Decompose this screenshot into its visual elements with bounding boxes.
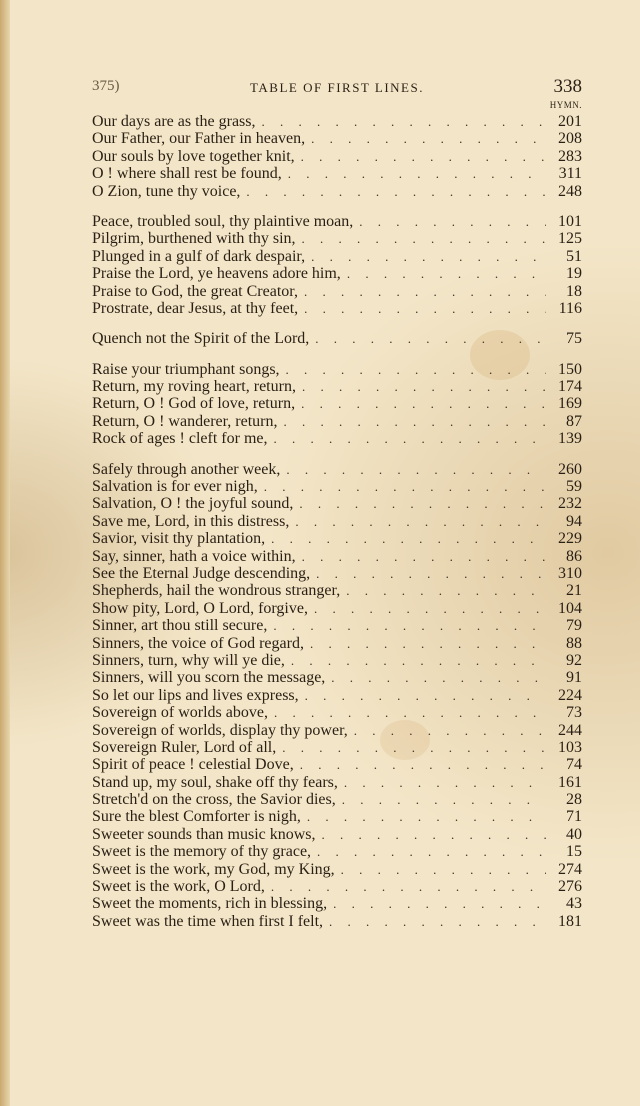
first-line-text: Show pity, Lord, O Lord, forgive,	[92, 599, 308, 617]
index-entry	[92, 669, 582, 686]
leader-dots	[304, 300, 546, 317]
hymn-number: 104	[558, 599, 582, 617]
index-entry	[92, 395, 582, 412]
first-line-text: Return, O ! wanderer, return,	[92, 412, 278, 430]
leader-dots	[301, 395, 546, 412]
first-line-text: Sweeter sounds than music knows,	[92, 825, 316, 843]
leader-dots	[286, 461, 546, 478]
leader-dots	[354, 722, 546, 739]
hymn-number: 15	[566, 843, 582, 861]
hymn-number: 276	[558, 878, 582, 896]
hymn-number: 79	[566, 617, 582, 635]
index-entry	[92, 565, 582, 582]
index-entry	[92, 652, 582, 669]
first-line-text: Sinner, art thou still secure,	[92, 617, 268, 635]
hymn-number: 174	[558, 378, 582, 396]
first-line-text: Sweet is the work, O Lord,	[92, 878, 265, 896]
leader-dots	[301, 148, 546, 165]
first-line-text: Sweet is the memory of thy grace,	[92, 843, 312, 861]
hymn-number: 101	[558, 212, 582, 230]
hymn-column-label: HYMN.	[549, 100, 582, 110]
first-line-text: Sinners, the voice of God regard,	[92, 634, 304, 652]
index-entry	[92, 548, 582, 565]
index-entry	[92, 478, 582, 495]
first-line-text: Sovereign of worlds above,	[92, 704, 268, 722]
leader-dots	[346, 582, 546, 599]
hymn-number: 91	[566, 669, 582, 687]
first-line-text: Sweet was the time when first I felt,	[92, 912, 324, 930]
first-line-text: Save me, Lord, in this distress,	[92, 512, 290, 530]
index-entry	[92, 361, 582, 378]
leader-dots	[274, 704, 546, 721]
first-line-text: Stretch'd on the cross, the Savior dies,	[92, 791, 336, 809]
index-entry	[92, 582, 582, 599]
hymn-number: 19	[566, 265, 582, 283]
index-entry	[92, 148, 582, 165]
hymn-number: 75	[566, 330, 582, 348]
hymn-number: 116	[558, 299, 582, 317]
index-entry	[92, 283, 582, 300]
first-line-text: So let our lips and lives express,	[92, 686, 299, 704]
leader-dots	[295, 513, 546, 530]
first-line-text: O Zion, tune thy voice,	[92, 182, 241, 200]
leader-dots	[299, 495, 546, 512]
index-entry	[92, 248, 582, 265]
index-entry	[92, 495, 582, 512]
index-entry	[92, 165, 582, 182]
first-line-text: O ! where shall rest be found,	[92, 165, 282, 183]
leader-dots	[246, 183, 546, 200]
hymn-number: 74	[566, 756, 582, 774]
index-entry	[92, 113, 582, 130]
index-entry	[92, 461, 582, 478]
first-line-text: Quench not the Spirit of the Lord,	[92, 330, 310, 348]
first-line-text: Our souls by love together knit,	[92, 147, 295, 165]
hymn-number: 40	[566, 825, 582, 843]
leader-dots	[273, 617, 546, 634]
leader-dots	[305, 687, 546, 704]
first-line-text: Sovereign of worlds, display thy power,	[92, 721, 348, 739]
index-entry	[92, 300, 582, 317]
letter-section	[92, 113, 582, 200]
index-entry	[92, 861, 582, 878]
index-entry	[92, 635, 582, 652]
hymn-number: 59	[566, 478, 582, 496]
first-line-text: Sinners, will you scorn the message,	[92, 669, 326, 687]
first-line-text: Sovereign Ruler, Lord of all,	[92, 738, 277, 756]
first-line-text: Stand up, my soul, shake off thy fears,	[92, 773, 338, 791]
hymn-number: 21	[566, 582, 582, 600]
index-entry	[92, 183, 582, 200]
page-title: TABLE OF FIRST LINES.	[250, 80, 424, 95]
index-entry	[92, 739, 582, 756]
hymn-number: 201	[558, 113, 582, 130]
index-entry	[92, 530, 582, 547]
first-lines-list	[92, 113, 582, 943]
index-entry	[92, 913, 582, 930]
first-line-text: Salvation, O ! the joyful sound,	[92, 495, 294, 513]
leader-dots	[262, 113, 547, 130]
first-line-text: Raise your triumphant songs,	[92, 360, 280, 378]
right-page-number: 338	[553, 76, 582, 97]
first-line-text: Safely through another week,	[92, 460, 281, 478]
leader-dots	[264, 478, 546, 495]
index-entry	[92, 843, 582, 860]
leader-dots	[315, 330, 546, 347]
leader-dots	[329, 913, 546, 930]
leader-dots	[314, 600, 546, 617]
index-entry	[92, 513, 582, 530]
hymn-number: 94	[566, 512, 582, 530]
hymn-number: 224	[558, 686, 582, 704]
hymn-number: 169	[558, 395, 582, 413]
index-entry	[92, 704, 582, 721]
hymn-number: 86	[566, 547, 582, 565]
first-line-text: Return, my roving heart, return,	[92, 378, 296, 396]
index-entry	[92, 230, 582, 247]
leader-dots	[307, 808, 546, 825]
hymn-number: 260	[558, 460, 582, 478]
hymn-number: 274	[558, 860, 582, 878]
index-entry	[92, 378, 582, 395]
first-line-text: Pilgrim, burthened with thy sin,	[92, 230, 296, 248]
index-entry	[92, 265, 582, 282]
index-entry	[92, 430, 582, 447]
leader-dots	[311, 248, 546, 265]
leader-dots	[311, 130, 546, 147]
index-entry	[92, 213, 582, 230]
leader-dots	[302, 548, 546, 565]
letter-section	[92, 361, 582, 448]
hymn-number: 92	[566, 651, 582, 669]
first-line-text: Praise the Lord, ye heavens adore him,	[92, 265, 341, 283]
hymn-number: 150	[558, 360, 582, 378]
hymn-number: 28	[566, 791, 582, 809]
hymn-number: 125	[558, 230, 582, 248]
leader-dots	[322, 826, 546, 843]
first-line-text: Shepherds, hail the wondrous stranger,	[92, 582, 341, 600]
leader-dots	[302, 230, 546, 247]
leader-dots	[302, 378, 546, 395]
index-entry	[92, 826, 582, 843]
index-entry	[92, 895, 582, 912]
index-entry	[92, 774, 582, 791]
index-entry	[92, 617, 582, 634]
leader-dots	[291, 652, 546, 669]
index-entry	[92, 130, 582, 147]
first-line-text: Salvation is for ever nigh,	[92, 478, 258, 496]
first-line-text: Spirit of peace ! celestial Dove,	[92, 756, 294, 774]
hymn-number: 73	[566, 704, 582, 722]
index-entry	[92, 791, 582, 808]
hymn-number: 208	[558, 130, 582, 148]
hymn-number: 87	[566, 412, 582, 430]
first-line-text: Prostrate, dear Jesus, at thy feet,	[92, 299, 299, 317]
first-line-text: See the Eternal Judge descending,	[92, 564, 311, 582]
leader-dots	[344, 774, 546, 791]
first-line-text: Plunged in a gulf of dark despair,	[92, 247, 306, 265]
book-spine-shadow	[0, 0, 10, 1106]
hymn-number: 181	[558, 912, 582, 930]
leader-dots	[316, 565, 546, 582]
first-line-text: Sweet the moments, rich in blessing,	[92, 895, 328, 913]
hymn-number: 310	[558, 564, 582, 582]
hymn-number: 71	[566, 808, 582, 826]
leader-dots	[342, 791, 546, 808]
leader-dots	[331, 669, 546, 686]
leader-dots	[359, 213, 546, 230]
index-entry	[92, 600, 582, 617]
index-entry	[92, 722, 582, 739]
hymn-number: 88	[566, 634, 582, 652]
first-line-text: Savior, visit thy plantation,	[92, 530, 266, 548]
hymn-number: 18	[566, 282, 582, 300]
leader-dots	[282, 739, 546, 756]
hymn-number: 311	[558, 165, 582, 183]
leader-dots	[288, 165, 546, 182]
hymn-number: 232	[558, 495, 582, 513]
leader-dots	[284, 413, 546, 430]
hymn-number: 248	[558, 182, 582, 200]
hymn-number: 161	[558, 773, 582, 791]
leader-dots	[300, 756, 546, 773]
leader-dots	[271, 530, 546, 547]
index-entry	[92, 687, 582, 704]
first-line-text: Peace, troubled soul, thy plaintive moan,	[92, 212, 354, 230]
hymn-number: 43	[566, 895, 582, 913]
first-line-text: Say, sinner, hath a voice within,	[92, 547, 296, 565]
index-entry	[92, 756, 582, 773]
first-line-text: Sinners, turn, why will ye die,	[92, 651, 285, 669]
leader-dots	[333, 895, 546, 912]
first-line-text: Our Father, our Father in heaven,	[92, 130, 306, 148]
page-header	[92, 76, 582, 100]
hymn-number: 229	[558, 530, 582, 548]
left-page-number: 375)	[92, 78, 120, 94]
leader-dots	[347, 265, 546, 282]
leader-dots	[271, 878, 546, 895]
first-line-text: Sweet is the work, my God, my King,	[92, 860, 335, 878]
leader-dots	[310, 635, 546, 652]
leader-dots	[304, 283, 546, 300]
index-entry	[92, 808, 582, 825]
letter-section	[92, 213, 582, 317]
first-line-text: Our days are as the grass,	[92, 113, 256, 130]
hymn-number: 103	[558, 738, 582, 756]
index-entry	[92, 413, 582, 430]
letter-section	[92, 461, 582, 931]
first-line-text: Rock of ages ! cleft for me,	[92, 430, 268, 448]
first-line-text: Return, O ! God of love, return,	[92, 395, 296, 413]
letter-section	[92, 330, 582, 347]
hymn-number: 283	[558, 147, 582, 165]
index-entry	[92, 330, 582, 347]
hymn-number: 139	[558, 430, 582, 448]
leader-dots	[341, 861, 546, 878]
leader-dots	[317, 843, 546, 860]
first-line-text: Sure the blest Comforter is nigh,	[92, 808, 301, 826]
leader-dots	[286, 361, 546, 378]
first-line-text: Praise to God, the great Creator,	[92, 282, 298, 300]
leader-dots	[273, 430, 546, 447]
index-entry	[92, 878, 582, 895]
hymn-number: 244	[558, 721, 582, 739]
hymn-number: 51	[566, 247, 582, 265]
